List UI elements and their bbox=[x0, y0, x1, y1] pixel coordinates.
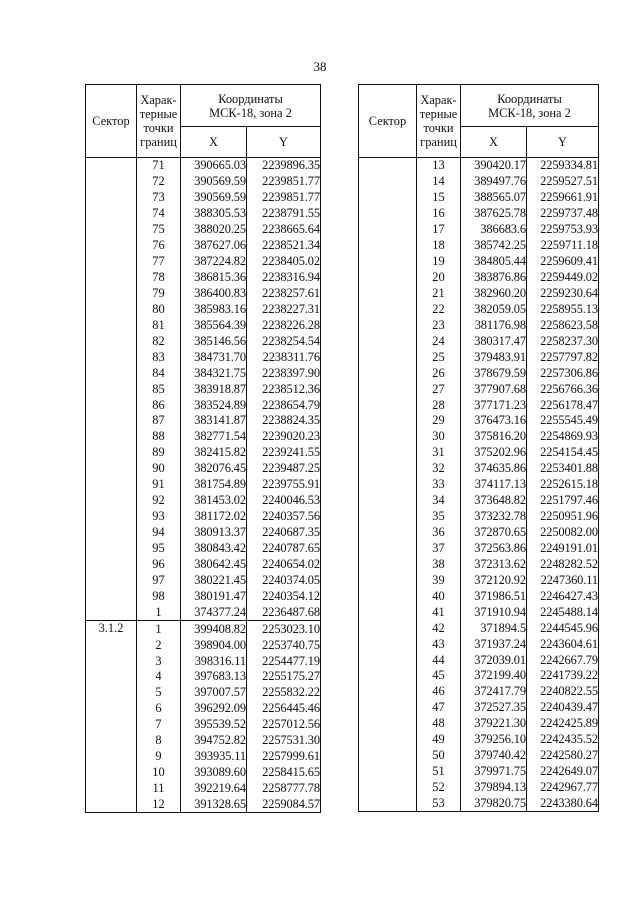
point-number-cell: 4 bbox=[137, 669, 181, 685]
y-coordinate-cell: 2257999.61 bbox=[247, 749, 321, 765]
y-coordinate-cell: 2240787.65 bbox=[247, 541, 321, 557]
x-coordinate-cell: 382059.05 bbox=[461, 301, 527, 317]
point-number-cell: 97 bbox=[137, 572, 181, 588]
point-number-cell: 86 bbox=[137, 397, 181, 413]
y-coordinate-cell: 2259609.41 bbox=[527, 254, 599, 270]
point-number-cell: 18 bbox=[417, 238, 461, 254]
y-coordinate-cell: 2240374.05 bbox=[247, 572, 321, 588]
point-number-cell: 71 bbox=[137, 158, 181, 174]
y-coordinate-cell: 2238521.34 bbox=[247, 238, 321, 254]
y-coordinate-cell: 2257306.86 bbox=[527, 365, 599, 381]
header-y: Y bbox=[527, 127, 599, 158]
x-coordinate-cell: 374377.24 bbox=[181, 604, 247, 620]
point-number-cell: 37 bbox=[417, 541, 461, 557]
header-y: Y bbox=[247, 127, 321, 158]
x-coordinate-cell: 392219.64 bbox=[181, 781, 247, 797]
y-coordinate-cell: 2238665.64 bbox=[247, 222, 321, 238]
y-coordinate-cell: 2258415.65 bbox=[247, 765, 321, 781]
x-coordinate-cell: 380913.37 bbox=[181, 525, 247, 541]
point-number-cell: 2 bbox=[137, 637, 181, 653]
table-row bbox=[359, 158, 599, 174]
x-coordinate-cell: 381176.98 bbox=[461, 317, 527, 333]
point-number-cell: 98 bbox=[137, 588, 181, 604]
y-coordinate-cell: 2258237.30 bbox=[527, 333, 599, 349]
point-number-cell: 10 bbox=[137, 765, 181, 781]
point-number-cell: 40 bbox=[417, 588, 461, 604]
header-coordinates: Координаты МСК-18, зона 2 bbox=[181, 85, 321, 127]
y-coordinate-cell: 2239755.91 bbox=[247, 477, 321, 493]
x-coordinate-cell: 398904.00 bbox=[181, 637, 247, 653]
point-number-cell: 14 bbox=[417, 174, 461, 190]
y-coordinate-cell: 2258623.58 bbox=[527, 317, 599, 333]
x-coordinate-cell: 377907.68 bbox=[461, 381, 527, 397]
point-number-cell: 15 bbox=[417, 190, 461, 206]
y-coordinate-cell: 2238257.61 bbox=[247, 286, 321, 302]
x-coordinate-cell: 375202.96 bbox=[461, 445, 527, 461]
point-number-cell: 16 bbox=[417, 206, 461, 222]
y-coordinate-cell: 2251797.46 bbox=[527, 493, 599, 509]
x-coordinate-cell: 382415.82 bbox=[181, 445, 247, 461]
point-number-cell: 19 bbox=[417, 254, 461, 270]
x-coordinate-cell: 372417.79 bbox=[461, 684, 527, 700]
y-coordinate-cell: 2259449.02 bbox=[527, 270, 599, 286]
x-coordinate-cell: 390665.03 bbox=[181, 158, 247, 174]
point-number-cell: 89 bbox=[137, 445, 181, 461]
x-coordinate-cell: 371910.94 bbox=[461, 604, 527, 620]
x-coordinate-cell: 381172.02 bbox=[181, 509, 247, 525]
y-coordinate-cell: 2259334.81 bbox=[527, 158, 599, 174]
y-coordinate-cell: 2243604.61 bbox=[527, 636, 599, 652]
x-coordinate-cell: 372120.92 bbox=[461, 572, 527, 588]
page-number: 38 bbox=[313, 59, 327, 74]
x-coordinate-cell: 371894.5 bbox=[461, 620, 527, 636]
x-coordinate-cell: 391328.65 bbox=[181, 797, 247, 813]
x-coordinate-cell: 372870.65 bbox=[461, 525, 527, 541]
x-coordinate-cell: 383141.87 bbox=[181, 413, 247, 429]
x-coordinate-cell: 388305.53 bbox=[181, 206, 247, 222]
point-number-cell: 76 bbox=[137, 238, 181, 254]
point-number-cell: 3 bbox=[137, 653, 181, 669]
x-coordinate-cell: 379256.10 bbox=[461, 732, 527, 748]
point-number-cell: 8 bbox=[137, 733, 181, 749]
y-coordinate-cell: 2239896.35 bbox=[247, 158, 321, 174]
x-coordinate-cell: 399408.82 bbox=[181, 621, 247, 637]
y-coordinate-cell: 2255175.27 bbox=[247, 669, 321, 685]
sector-cell: 3.1.2 bbox=[86, 621, 137, 813]
y-coordinate-cell: 2238254.54 bbox=[247, 333, 321, 349]
y-coordinate-cell: 2240687.35 bbox=[247, 525, 321, 541]
point-number-cell: 7 bbox=[137, 717, 181, 733]
y-coordinate-cell: 2236487.68 bbox=[247, 604, 321, 620]
coordinates-table-right bbox=[358, 84, 599, 812]
x-coordinate-cell: 379894.13 bbox=[461, 780, 527, 796]
x-coordinate-cell: 376473.16 bbox=[461, 413, 527, 429]
table-row bbox=[86, 621, 321, 637]
x-coordinate-cell: 387627.06 bbox=[181, 238, 247, 254]
x-coordinate-cell: 378679.59 bbox=[461, 365, 527, 381]
x-coordinate-cell: 380843.42 bbox=[181, 541, 247, 557]
header-x: X bbox=[181, 127, 247, 158]
point-number-cell: 17 bbox=[417, 222, 461, 238]
x-coordinate-cell: 395539.52 bbox=[181, 717, 247, 733]
y-coordinate-cell: 2259230.64 bbox=[527, 286, 599, 302]
x-coordinate-cell: 387625.78 bbox=[461, 206, 527, 222]
y-coordinate-cell: 2254154.45 bbox=[527, 445, 599, 461]
x-coordinate-cell: 390420.17 bbox=[461, 158, 527, 174]
point-number-cell: 35 bbox=[417, 509, 461, 525]
point-number-cell: 87 bbox=[137, 413, 181, 429]
y-coordinate-cell: 2239851.77 bbox=[247, 190, 321, 206]
x-coordinate-cell: 380642.45 bbox=[181, 556, 247, 572]
y-coordinate-cell: 2247360.11 bbox=[527, 572, 599, 588]
y-coordinate-cell: 2238316.94 bbox=[247, 270, 321, 286]
x-coordinate-cell: 385564.39 bbox=[181, 317, 247, 333]
y-coordinate-cell: 2253740.75 bbox=[247, 637, 321, 653]
point-number-cell: 52 bbox=[417, 780, 461, 796]
x-coordinate-cell: 384321.75 bbox=[181, 365, 247, 381]
y-coordinate-cell: 2242435.52 bbox=[527, 732, 599, 748]
point-number-cell: 26 bbox=[417, 365, 461, 381]
header-sector: Сектор bbox=[359, 85, 417, 158]
point-number-cell: 13 bbox=[417, 158, 461, 174]
y-coordinate-cell: 2243380.64 bbox=[527, 796, 599, 812]
x-coordinate-cell: 371986.51 bbox=[461, 588, 527, 604]
y-coordinate-cell: 2238227.31 bbox=[247, 301, 321, 317]
y-coordinate-cell: 2259661.91 bbox=[527, 190, 599, 206]
y-coordinate-cell: 2238405.02 bbox=[247, 254, 321, 270]
y-coordinate-cell: 2240046.53 bbox=[247, 493, 321, 509]
x-coordinate-cell: 382771.54 bbox=[181, 429, 247, 445]
point-number-cell: 43 bbox=[417, 636, 461, 652]
point-number-cell: 79 bbox=[137, 286, 181, 302]
point-number-cell: 42 bbox=[417, 620, 461, 636]
x-coordinate-cell: 382076.45 bbox=[181, 461, 247, 477]
header-x: X bbox=[461, 127, 527, 158]
point-number-cell: 84 bbox=[137, 365, 181, 381]
point-number-cell: 80 bbox=[137, 301, 181, 317]
x-coordinate-cell: 379740.42 bbox=[461, 748, 527, 764]
y-coordinate-cell: 2238397.90 bbox=[247, 365, 321, 381]
x-coordinate-cell: 373648.82 bbox=[461, 493, 527, 509]
table-body bbox=[359, 158, 599, 812]
point-number-cell: 22 bbox=[417, 301, 461, 317]
x-coordinate-cell: 388020.25 bbox=[181, 222, 247, 238]
point-number-cell: 33 bbox=[417, 477, 461, 493]
x-coordinate-cell: 383524.89 bbox=[181, 397, 247, 413]
point-number-cell: 47 bbox=[417, 700, 461, 716]
point-number-cell: 46 bbox=[417, 684, 461, 700]
y-coordinate-cell: 2256766.36 bbox=[527, 381, 599, 397]
y-coordinate-cell: 2238654.79 bbox=[247, 397, 321, 413]
x-coordinate-cell: 390569.59 bbox=[181, 174, 247, 190]
point-number-cell: 23 bbox=[417, 317, 461, 333]
y-coordinate-cell: 2255832.22 bbox=[247, 685, 321, 701]
point-number-cell: 1 bbox=[137, 621, 181, 637]
point-number-cell: 77 bbox=[137, 254, 181, 270]
y-coordinate-cell: 2240354.12 bbox=[247, 588, 321, 604]
y-coordinate-cell: 2258955.13 bbox=[527, 301, 599, 317]
y-coordinate-cell: 2253401.88 bbox=[527, 461, 599, 477]
point-number-cell: 29 bbox=[417, 413, 461, 429]
y-coordinate-cell: 2240654.02 bbox=[247, 556, 321, 572]
point-number-cell: 41 bbox=[417, 604, 461, 620]
point-number-cell: 82 bbox=[137, 333, 181, 349]
x-coordinate-cell: 374117.13 bbox=[461, 477, 527, 493]
point-number-cell: 49 bbox=[417, 732, 461, 748]
point-number-cell: 91 bbox=[137, 477, 181, 493]
point-number-cell: 25 bbox=[417, 349, 461, 365]
header-boundary-points: Харак- терные точки границ bbox=[137, 85, 181, 158]
y-coordinate-cell: 2241739.22 bbox=[527, 668, 599, 684]
point-number-cell: 85 bbox=[137, 381, 181, 397]
x-coordinate-cell: 385146.56 bbox=[181, 333, 247, 349]
y-coordinate-cell: 2240439.47 bbox=[527, 700, 599, 716]
point-number-cell: 90 bbox=[137, 461, 181, 477]
point-number-cell: 78 bbox=[137, 270, 181, 286]
x-coordinate-cell: 380317.47 bbox=[461, 333, 527, 349]
y-coordinate-cell: 2256445.46 bbox=[247, 701, 321, 717]
y-coordinate-cell: 2244545.96 bbox=[527, 620, 599, 636]
y-coordinate-cell: 2258777.78 bbox=[247, 781, 321, 797]
y-coordinate-cell: 2253023.10 bbox=[247, 621, 321, 637]
x-coordinate-cell: 393935.11 bbox=[181, 749, 247, 765]
x-coordinate-cell: 372527.35 bbox=[461, 700, 527, 716]
point-number-cell: 96 bbox=[137, 556, 181, 572]
x-coordinate-cell: 381453.02 bbox=[181, 493, 247, 509]
y-coordinate-cell: 2259753.93 bbox=[527, 222, 599, 238]
x-coordinate-cell: 380221.45 bbox=[181, 572, 247, 588]
y-coordinate-cell: 2242667.79 bbox=[527, 652, 599, 668]
y-coordinate-cell: 2249191.01 bbox=[527, 541, 599, 557]
y-coordinate-cell: 2255545.49 bbox=[527, 413, 599, 429]
header-boundary-points: Харак- терные точки границ bbox=[417, 85, 461, 158]
point-number-cell: 92 bbox=[137, 493, 181, 509]
x-coordinate-cell: 371937.24 bbox=[461, 636, 527, 652]
x-coordinate-cell: 390569.59 bbox=[181, 190, 247, 206]
point-number-cell: 50 bbox=[417, 748, 461, 764]
y-coordinate-cell: 2259737.48 bbox=[527, 206, 599, 222]
point-number-cell: 81 bbox=[137, 317, 181, 333]
y-coordinate-cell: 2250082.00 bbox=[527, 525, 599, 541]
point-number-cell: 45 bbox=[417, 668, 461, 684]
point-number-cell: 34 bbox=[417, 493, 461, 509]
point-number-cell: 95 bbox=[137, 541, 181, 557]
y-coordinate-cell: 2242425.89 bbox=[527, 716, 599, 732]
y-coordinate-cell: 2238311.76 bbox=[247, 349, 321, 365]
y-coordinate-cell: 2240822.55 bbox=[527, 684, 599, 700]
header-sector: Сектор bbox=[86, 85, 137, 158]
point-number-cell: 5 bbox=[137, 685, 181, 701]
point-number-cell: 30 bbox=[417, 429, 461, 445]
y-coordinate-cell: 2242580.27 bbox=[527, 748, 599, 764]
point-number-cell: 74 bbox=[137, 206, 181, 222]
y-coordinate-cell: 2242649.07 bbox=[527, 764, 599, 780]
point-number-cell: 72 bbox=[137, 174, 181, 190]
point-number-cell: 73 bbox=[137, 190, 181, 206]
y-coordinate-cell: 2254477.19 bbox=[247, 653, 321, 669]
x-coordinate-cell: 379221.30 bbox=[461, 716, 527, 732]
y-coordinate-cell: 2259084.57 bbox=[247, 797, 321, 813]
x-coordinate-cell: 383876.86 bbox=[461, 270, 527, 286]
point-number-cell: 51 bbox=[417, 764, 461, 780]
point-number-cell: 36 bbox=[417, 525, 461, 541]
coordinates-table-left bbox=[85, 84, 321, 813]
point-number-cell: 6 bbox=[137, 701, 181, 717]
point-number-cell: 20 bbox=[417, 270, 461, 286]
x-coordinate-cell: 384731.70 bbox=[181, 349, 247, 365]
point-number-cell: 21 bbox=[417, 286, 461, 302]
y-coordinate-cell: 2259711.18 bbox=[527, 238, 599, 254]
point-number-cell: 93 bbox=[137, 509, 181, 525]
y-coordinate-cell: 2248282.52 bbox=[527, 556, 599, 572]
x-coordinate-cell: 393089.60 bbox=[181, 765, 247, 781]
x-coordinate-cell: 398316.11 bbox=[181, 653, 247, 669]
y-coordinate-cell: 2239020.23 bbox=[247, 429, 321, 445]
point-number-cell: 31 bbox=[417, 445, 461, 461]
y-coordinate-cell: 2257531.30 bbox=[247, 733, 321, 749]
x-coordinate-cell: 389497.76 bbox=[461, 174, 527, 190]
x-coordinate-cell: 379820.75 bbox=[461, 796, 527, 812]
x-coordinate-cell: 372313.62 bbox=[461, 556, 527, 572]
y-coordinate-cell: 2259527.51 bbox=[527, 174, 599, 190]
x-coordinate-cell: 386683.6 bbox=[461, 222, 527, 238]
x-coordinate-cell: 381754.89 bbox=[181, 477, 247, 493]
point-number-cell: 32 bbox=[417, 461, 461, 477]
y-coordinate-cell: 2246427.43 bbox=[527, 588, 599, 604]
y-coordinate-cell: 2239241.55 bbox=[247, 445, 321, 461]
x-coordinate-cell: 385742.25 bbox=[461, 238, 527, 254]
sector-cell bbox=[359, 158, 417, 812]
x-coordinate-cell: 372563.86 bbox=[461, 541, 527, 557]
x-coordinate-cell: 397007.57 bbox=[181, 685, 247, 701]
x-coordinate-cell: 372199.40 bbox=[461, 668, 527, 684]
point-number-cell: 53 bbox=[417, 796, 461, 812]
x-coordinate-cell: 385983.16 bbox=[181, 301, 247, 317]
y-coordinate-cell: 2254869.93 bbox=[527, 429, 599, 445]
point-number-cell: 39 bbox=[417, 572, 461, 588]
point-number-cell: 27 bbox=[417, 381, 461, 397]
x-coordinate-cell: 388565.07 bbox=[461, 190, 527, 206]
y-coordinate-cell: 2240357.56 bbox=[247, 509, 321, 525]
point-number-cell: 11 bbox=[137, 781, 181, 797]
y-coordinate-cell: 2238791.55 bbox=[247, 206, 321, 222]
point-number-cell: 9 bbox=[137, 749, 181, 765]
point-number-cell: 83 bbox=[137, 349, 181, 365]
point-number-cell: 75 bbox=[137, 222, 181, 238]
point-number-cell: 24 bbox=[417, 333, 461, 349]
x-coordinate-cell: 372039.01 bbox=[461, 652, 527, 668]
x-coordinate-cell: 386815.36 bbox=[181, 270, 247, 286]
x-coordinate-cell: 380191.47 bbox=[181, 588, 247, 604]
x-coordinate-cell: 397683.13 bbox=[181, 669, 247, 685]
point-number-cell: 88 bbox=[137, 429, 181, 445]
y-coordinate-cell: 2250951.96 bbox=[527, 509, 599, 525]
x-coordinate-cell: 377171.23 bbox=[461, 397, 527, 413]
y-coordinate-cell: 2239487.25 bbox=[247, 461, 321, 477]
point-number-cell: 38 bbox=[417, 556, 461, 572]
y-coordinate-cell: 2238226.28 bbox=[247, 317, 321, 333]
y-coordinate-cell: 2239851.77 bbox=[247, 174, 321, 190]
x-coordinate-cell: 384805.44 bbox=[461, 254, 527, 270]
x-coordinate-cell: 383918.87 bbox=[181, 381, 247, 397]
x-coordinate-cell: 386400.83 bbox=[181, 286, 247, 302]
table-body bbox=[86, 158, 321, 813]
y-coordinate-cell: 2252615.18 bbox=[527, 477, 599, 493]
x-coordinate-cell: 382960.20 bbox=[461, 286, 527, 302]
y-coordinate-cell: 2257012.56 bbox=[247, 717, 321, 733]
y-coordinate-cell: 2238824.35 bbox=[247, 413, 321, 429]
x-coordinate-cell: 396292.09 bbox=[181, 701, 247, 717]
point-number-cell: 1 bbox=[137, 604, 181, 620]
point-number-cell: 12 bbox=[137, 797, 181, 813]
x-coordinate-cell: 387224.82 bbox=[181, 254, 247, 270]
point-number-cell: 44 bbox=[417, 652, 461, 668]
y-coordinate-cell: 2242967.77 bbox=[527, 780, 599, 796]
y-coordinate-cell: 2257797.82 bbox=[527, 349, 599, 365]
point-number-cell: 48 bbox=[417, 716, 461, 732]
sector-cell bbox=[86, 158, 137, 621]
x-coordinate-cell: 394752.82 bbox=[181, 733, 247, 749]
x-coordinate-cell: 379483.91 bbox=[461, 349, 527, 365]
x-coordinate-cell: 373232.78 bbox=[461, 509, 527, 525]
x-coordinate-cell: 379971.75 bbox=[461, 764, 527, 780]
x-coordinate-cell: 375816.20 bbox=[461, 429, 527, 445]
y-coordinate-cell: 2245488.14 bbox=[527, 604, 599, 620]
point-number-cell: 28 bbox=[417, 397, 461, 413]
table-row bbox=[86, 158, 321, 174]
x-coordinate-cell: 374635.86 bbox=[461, 461, 527, 477]
point-number-cell: 94 bbox=[137, 525, 181, 541]
header-coordinates: Координаты МСК-18, зона 2 bbox=[461, 85, 599, 127]
y-coordinate-cell: 2238512.36 bbox=[247, 381, 321, 397]
y-coordinate-cell: 2256178.47 bbox=[527, 397, 599, 413]
